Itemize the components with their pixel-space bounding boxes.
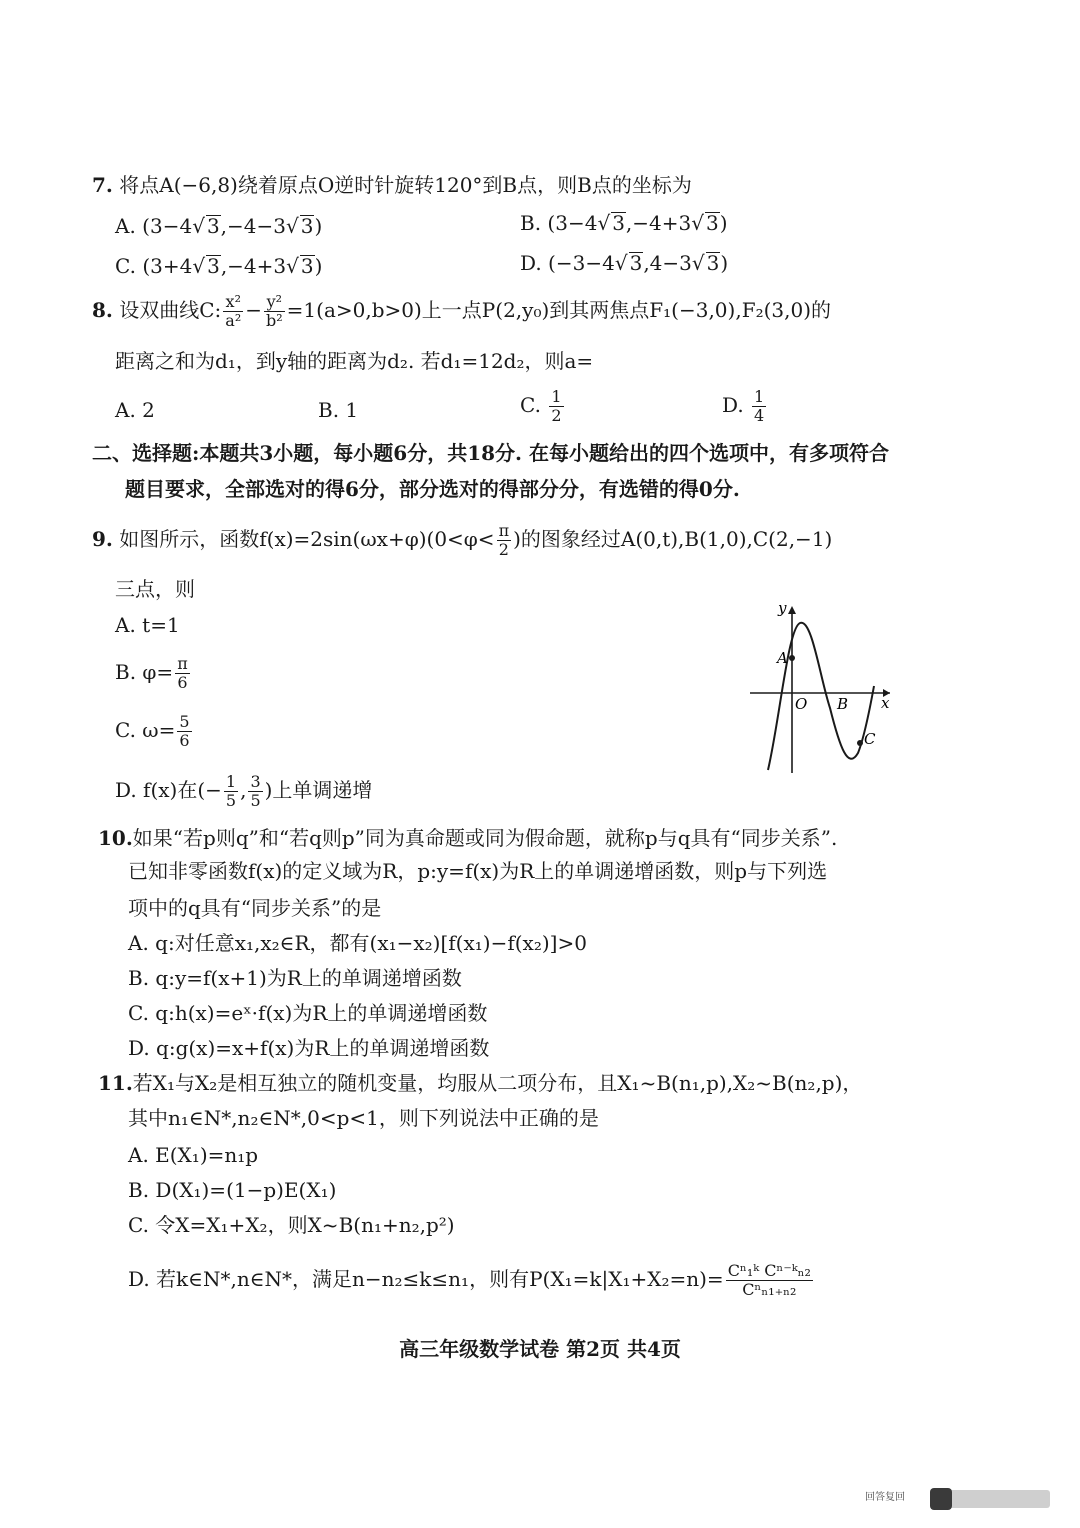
q10-option-c: C. q:h(x)=eˣ·f(x)为R上的单调递增函数 [128, 1001, 488, 1025]
q8-option-a: A. 2 [115, 398, 155, 422]
sine-curve [768, 623, 874, 770]
page-footer: 高三年级数学试卷 第2页 共4页 [399, 1337, 681, 1361]
question-11-line2: 其中n₁∈N*,n₂∈N*,0<p<1，则下列说法中正确的是 [128, 1106, 599, 1130]
point-c [857, 740, 863, 746]
origin-label: O [795, 695, 808, 713]
q8-option-d: D. $\frac{1}{4}$ [722, 387, 765, 425]
q11-option-a: A. E(X₁)=n₁p [128, 1143, 259, 1167]
corner-logo-icon [930, 1488, 952, 1510]
corner-watermark: 回答复回 [865, 1492, 905, 1503]
q9-option-a: A. t=1 [115, 613, 180, 637]
question-10: 10.如果“若p则q”和“若q则p”同为真命题或同为假命题，就称p与q具有“同步关系”. [98, 826, 838, 850]
question-9-line2: 三点，则 [115, 577, 195, 601]
question-11: 11.若X₁与X₂是相互独立的随机变量，均服从二项分布，且X₁~B(n₁,p),X₂~B(n₂,p)， [98, 1071, 863, 1095]
sine-graph [740, 598, 900, 778]
question-text: 将点A(−6,8)绕着原点O逆时针旋转120°到B点，则B点的坐标为 [119, 173, 692, 197]
question-8: 8. 设双曲线C: $\frac{\text{x²}}{\text{a²}}$ − $\frac{\text{y²}}{\text{b²}}$ =1(a>0,b>0)上一点P(2,y₀)到其两焦点F₁(−3,0),F₂(3,0)的 [92, 292, 831, 330]
q8-option-c: C. $\frac{1}{2}$ [520, 387, 562, 425]
section-2-header-line2: 题目要求，全部选对的得6分，部分选对的得部分分，有选错的得0分. [125, 477, 740, 501]
q7-option-a: A. (3−4√ 3,−4−3√ 3) [115, 214, 323, 238]
q7-option-b: B. (3−4√ 3,−4+3√ 3) [520, 211, 728, 235]
q9-option-d: D. f(x)在(− $\frac{1}{5}$ , $\frac{3}{5}$ )上单调递增 [115, 772, 373, 810]
y-axis-arrow [788, 606, 796, 614]
q10-option-a: A. q:对任意x₁,x₂∈R，都有(x₁−x₂)[f(x₁)−f(x₂)]>0 [128, 931, 587, 955]
question-9: 9. 如图所示，函数f(x)=2sin(ωx+φ)(0<φ< $\frac{\pi}{2}$ )的图象经过A(0,t),B(1,0),C(2,−1) [92, 521, 833, 559]
q7-option-d: D. (−3−4√ 3,4−3√ 3) [520, 251, 729, 275]
b-label: B [837, 695, 849, 713]
y-label: y [778, 599, 787, 617]
q9-option-c: C. ω= $\frac{5}{6}$ [115, 712, 190, 750]
question-10-line3: 项中的q具有“同步关系”的是 [128, 896, 382, 920]
question-8-line2: 距离之和为d₁，到y轴的距离为d₂. 若d₁=12d₂，则a= [115, 349, 594, 373]
q8-option-b: B. 1 [318, 398, 359, 422]
q11-option-b: B. D(X₁)=(1−p)E(X₁) [128, 1178, 337, 1202]
question-number: 7. [92, 173, 113, 197]
x-label: x [881, 694, 890, 712]
point-a [789, 655, 795, 661]
q10-option-d: D. q:g(x)=x+f(x)为R上的单调递增函数 [128, 1036, 490, 1060]
fraction: $\frac{\text{x²}}{\text{a²}}$ [225, 292, 242, 330]
a-label: A [777, 649, 788, 667]
question-7 [92, 170, 692, 200]
q10-option-b: B. q:y=f(x+1)为R上的单调递增函数 [128, 966, 462, 990]
q11-option-c: C. 令X=X₁+X₂，则X~B(n₁+n₂,p²) [128, 1213, 455, 1237]
q7-option-c: C. (3+4√ 3,−4+3√ 3) [115, 254, 323, 278]
fraction: $\frac{\text{y²}}{\text{b²}}$ [266, 292, 283, 330]
q9-option-b: B. φ= $\frac{\pi}{6}$ [115, 654, 188, 692]
question-10-line2: 已知非零函数f(x)的定义域为R，p:y=f(x)为R上的单调递增函数，则p与下列选 [128, 859, 828, 883]
c-label: C [864, 730, 876, 748]
section-2-header: 二、选择题:本题共3小题，每小题6分，共18分. 在每小题给出的四个选项中，有多项符合 [92, 441, 889, 465]
q11-option-d: D. 若k∈N*,n∈N*，满足n−n₂≤k≤n₁，则有P(X₁=k|X₁+X₂=n)= $\frac{\text{Cⁿ₁ᵏ Cⁿ⁻ᵏₙ₂}}{\text{Cⁿₙ₁₊ₙ₂}}$ [128, 1261, 811, 1299]
